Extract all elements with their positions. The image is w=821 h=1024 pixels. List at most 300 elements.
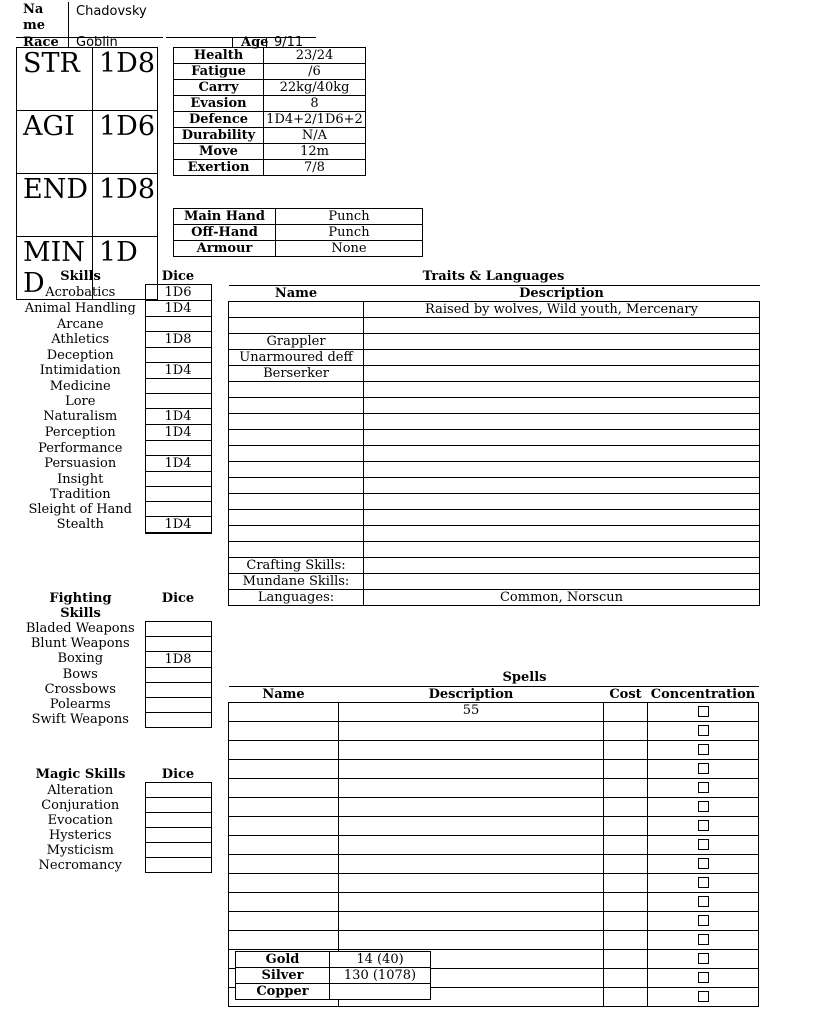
trait-row <box>229 558 760 574</box>
skill-name: Acrobatics <box>45 284 116 300</box>
trait-description[interactable] <box>364 510 760 526</box>
trait-row <box>229 526 760 542</box>
skill-dice[interactable] <box>145 621 211 636</box>
vital-label: Carry <box>174 80 264 96</box>
concentration-checkbox[interactable] <box>698 744 709 755</box>
concentration-checkbox[interactable] <box>698 972 709 983</box>
concentration-checkbox[interactable] <box>698 877 709 888</box>
skill-dice[interactable] <box>145 394 211 409</box>
skill-row <box>16 456 211 472</box>
spell-cost[interactable] <box>604 760 648 779</box>
trait-name[interactable]: Grappler <box>229 334 364 350</box>
trait-name[interactable] <box>229 382 364 398</box>
spell-concentration <box>648 874 759 893</box>
skill-row <box>16 843 211 858</box>
spell-cost[interactable] <box>604 931 648 950</box>
concentration-checkbox[interactable] <box>698 839 709 850</box>
skill-dice[interactable]: 1D4 <box>145 363 211 379</box>
vitals-row <box>174 128 366 144</box>
spell-name[interactable] <box>229 855 339 874</box>
trait-description[interactable] <box>364 334 760 350</box>
spell-desc[interactable] <box>339 798 604 817</box>
skill-name: Blunt Weapons <box>30 636 130 651</box>
skill-dice[interactable] <box>145 798 211 813</box>
spell-desc[interactable] <box>339 779 604 798</box>
trait-name[interactable]: Languages: <box>229 590 364 606</box>
trait-row <box>229 462 760 478</box>
vitals-row <box>174 48 366 64</box>
spell-cost[interactable] <box>604 893 648 912</box>
spells-name-header: Name <box>229 687 339 703</box>
spell-name[interactable] <box>229 703 339 722</box>
spell-desc[interactable] <box>339 931 604 950</box>
vital-label: Fatigue <box>174 64 264 80</box>
trait-description[interactable]: Common, Norscun <box>364 590 760 606</box>
trait-name[interactable] <box>229 430 364 446</box>
spell-cost[interactable] <box>604 741 648 760</box>
skill-dice[interactable]: 1D4 <box>145 456 211 472</box>
skill-dice[interactable] <box>145 783 211 798</box>
spell-concentration <box>648 798 759 817</box>
spell-concentration <box>648 950 759 969</box>
trait-name[interactable] <box>229 526 364 542</box>
skill-dice[interactable] <box>145 472 211 487</box>
skill-name: Insight <box>57 471 104 487</box>
skill-dice[interactable] <box>145 317 211 332</box>
spell-name[interactable] <box>229 817 339 836</box>
spell-row <box>229 836 759 855</box>
trait-row <box>229 318 760 334</box>
trait-description[interactable] <box>364 366 760 382</box>
skill-name: Polearms <box>49 697 111 712</box>
skill-row <box>16 813 211 828</box>
name-label: Name <box>23 2 46 33</box>
trait-row <box>229 430 760 446</box>
spell-name[interactable] <box>229 779 339 798</box>
equipment-item[interactable]: Punch <box>276 225 423 241</box>
vital-label: Move <box>174 144 264 160</box>
vital-label: Health <box>174 48 264 64</box>
trait-name[interactable] <box>229 494 364 510</box>
race-value[interactable]: Goblin <box>76 35 118 50</box>
concentration-checkbox[interactable] <box>698 820 709 831</box>
spell-concentration <box>648 988 759 1007</box>
spell-desc[interactable] <box>339 893 604 912</box>
vital-value[interactable]: 7/8 <box>264 160 366 176</box>
race-label: Race <box>23 35 59 50</box>
vitals-row <box>174 80 366 96</box>
skill-name: Tradition <box>49 486 111 502</box>
attr-end-value[interactable]: 1D8 <box>93 174 158 237</box>
spell-cost[interactable] <box>604 722 648 741</box>
spell-name[interactable] <box>229 893 339 912</box>
trait-row <box>229 494 760 510</box>
spell-name[interactable] <box>229 836 339 855</box>
vital-value[interactable]: /6 <box>264 64 366 80</box>
skill-dice[interactable] <box>145 667 211 682</box>
spell-concentration <box>648 817 759 836</box>
skill-row <box>16 425 211 441</box>
skill-dice[interactable]: 1D8 <box>145 651 211 667</box>
attr-str-value[interactable]: 1D8 <box>93 48 158 111</box>
skill-dice[interactable] <box>145 697 211 712</box>
skill-name: Evocation <box>47 812 113 828</box>
spell-row <box>229 722 759 741</box>
concentration-checkbox[interactable] <box>698 706 709 717</box>
trait-name[interactable] <box>229 414 364 430</box>
skill-name: Sleight of Hand <box>28 501 133 517</box>
skill-row <box>16 409 211 425</box>
trait-description[interactable] <box>364 574 760 590</box>
skill-name: Necromancy <box>38 857 122 873</box>
spells-title: Spells <box>502 670 547 685</box>
spell-row <box>229 855 759 874</box>
skill-name: Swift Weapons <box>31 712 129 727</box>
trait-row <box>229 510 760 526</box>
skill-dice[interactable] <box>145 441 211 456</box>
spell-desc[interactable] <box>339 817 604 836</box>
trait-description[interactable] <box>364 398 760 414</box>
equipment-slot-label: Main Hand <box>174 209 276 225</box>
trait-description[interactable] <box>364 478 760 494</box>
magic-skills-table <box>16 767 212 873</box>
spell-concentration <box>648 912 759 931</box>
spell-cost[interactable] <box>604 817 648 836</box>
skill-row <box>16 697 211 712</box>
currency-amount[interactable] <box>330 984 431 1000</box>
trait-name[interactable] <box>229 478 364 494</box>
attr-agi-value[interactable]: 1D6 <box>93 111 158 174</box>
vital-value[interactable]: 8 <box>264 96 366 112</box>
spell-name[interactable] <box>229 760 339 779</box>
skill-name: Arcane <box>56 316 104 332</box>
concentration-checkbox[interactable] <box>698 915 709 926</box>
skill-row <box>16 517 211 533</box>
trait-row <box>229 350 760 366</box>
skill-row <box>16 828 211 843</box>
trait-description[interactable] <box>364 414 760 430</box>
currency-label: Silver <box>236 968 330 984</box>
spell-cost[interactable] <box>604 950 648 969</box>
trait-description[interactable] <box>364 446 760 462</box>
equipment-table <box>173 208 423 257</box>
spell-cost[interactable] <box>604 779 648 798</box>
trait-row <box>229 574 760 590</box>
skill-row <box>16 348 211 363</box>
equipment-row <box>174 241 423 257</box>
fighting-skills-header: Fighting Skills <box>49 591 112 621</box>
spell-desc[interactable] <box>339 722 604 741</box>
spell-cost[interactable] <box>604 988 648 1007</box>
concentration-checkbox[interactable] <box>698 934 709 945</box>
spell-desc[interactable] <box>339 836 604 855</box>
trait-name[interactable] <box>229 542 364 558</box>
trait-name[interactable]: Unarmoured deff <box>229 350 364 366</box>
fighting-dice-header: Dice <box>161 591 195 606</box>
skill-dice[interactable] <box>145 533 211 534</box>
attr-end-label: END <box>17 174 93 237</box>
skill-dice[interactable]: 1D4 <box>145 517 211 533</box>
spell-row <box>229 912 759 931</box>
concentration-checkbox[interactable] <box>698 782 709 793</box>
trait-name[interactable] <box>229 510 364 526</box>
concentration-checkbox[interactable] <box>698 763 709 774</box>
spell-cost[interactable] <box>604 855 648 874</box>
concentration-checkbox[interactable] <box>698 725 709 736</box>
equipment-item[interactable]: Punch <box>276 209 423 225</box>
skill-name: Intimidation <box>39 362 121 378</box>
vitals-row <box>174 96 366 112</box>
skill-name: Athletics <box>51 331 110 347</box>
spell-desc[interactable] <box>339 855 604 874</box>
skill-dice[interactable] <box>145 487 211 502</box>
currency-row <box>236 968 431 984</box>
spell-row <box>229 703 759 722</box>
traits-title: Traits & Languages <box>422 269 565 284</box>
skill-row <box>16 317 211 332</box>
spell-row <box>229 817 759 836</box>
equipment-item[interactable]: None <box>276 241 423 257</box>
spell-concentration <box>648 893 759 912</box>
spell-row <box>229 931 759 950</box>
skill-row <box>16 502 211 517</box>
spell-row <box>229 779 759 798</box>
spell-name[interactable] <box>229 741 339 760</box>
vital-value[interactable]: 1D4+2/1D6+2 <box>264 112 366 128</box>
skill-name: Stealth <box>56 516 104 532</box>
concentration-checkbox[interactable] <box>698 953 709 964</box>
skill-name: Lore <box>65 393 96 409</box>
skill-dice[interactable] <box>145 858 211 873</box>
concentration-checkbox[interactable] <box>698 858 709 869</box>
currency-row <box>236 984 431 1000</box>
vital-label: Exertion <box>174 160 264 176</box>
skill-row <box>16 533 211 534</box>
vitals-table <box>173 47 366 204</box>
spell-name[interactable] <box>229 798 339 817</box>
vitals-row <box>174 112 366 128</box>
skill-name: Naturalism <box>43 408 118 424</box>
currency-label: Copper <box>236 984 330 1000</box>
skill-dice[interactable] <box>145 843 211 858</box>
skill-row <box>16 651 211 667</box>
skill-dice[interactable] <box>145 682 211 697</box>
trait-description[interactable] <box>364 430 760 446</box>
currency-amount[interactable]: 14 (40) <box>330 952 431 968</box>
spell-concentration <box>648 722 759 741</box>
skill-dice[interactable]: 1D6 <box>145 285 211 301</box>
skill-name: Bows <box>62 667 98 682</box>
skill-name: Perception <box>44 424 116 440</box>
currency-label: Gold <box>236 952 330 968</box>
spell-desc[interactable] <box>339 874 604 893</box>
skill-dice[interactable]: 1D8 <box>145 332 211 348</box>
traits-desc-header: Description <box>364 286 760 302</box>
skill-row <box>16 621 211 636</box>
skill-name: Performance <box>38 440 123 456</box>
equipment-slot-label: Armour <box>174 241 276 257</box>
skill-row <box>16 682 211 697</box>
equipment-row <box>174 209 423 225</box>
spell-cost[interactable] <box>604 703 648 722</box>
spell-concentration <box>648 779 759 798</box>
spell-desc[interactable]: 55 <box>339 703 604 722</box>
skill-dice[interactable] <box>145 379 211 394</box>
skill-dice[interactable] <box>145 813 211 828</box>
vital-value[interactable]: 12m <box>264 144 366 160</box>
skill-row <box>16 487 211 502</box>
skill-row <box>16 667 211 682</box>
trait-description[interactable] <box>364 494 760 510</box>
skill-name: Alteration <box>47 782 114 798</box>
spell-concentration <box>648 703 759 722</box>
skill-row <box>16 472 211 487</box>
spell-cost[interactable] <box>604 874 648 893</box>
skill-row <box>16 798 211 813</box>
spell-desc[interactable] <box>339 912 604 931</box>
trait-name[interactable] <box>229 318 364 334</box>
vital-label: Evasion <box>174 96 264 112</box>
skill-dice[interactable] <box>145 828 211 843</box>
spell-desc[interactable] <box>339 741 604 760</box>
skill-row <box>16 394 211 409</box>
spell-cost[interactable] <box>604 798 648 817</box>
skill-dice[interactable] <box>145 636 211 651</box>
spells-desc-header: Description <box>339 687 604 703</box>
trait-description[interactable] <box>364 462 760 478</box>
spells-cost-header: Cost <box>604 687 648 703</box>
character-header <box>16 2 316 50</box>
trait-row <box>229 446 760 462</box>
spell-row <box>229 741 759 760</box>
spell-row <box>229 798 759 817</box>
trait-description[interactable] <box>364 382 760 398</box>
spell-name[interactable] <box>229 722 339 741</box>
concentration-checkbox[interactable] <box>698 991 709 1002</box>
age-label: Age <box>241 35 269 50</box>
skill-name: Deception <box>46 347 114 363</box>
vitals-row <box>174 64 366 80</box>
vital-label: Defence <box>174 112 264 128</box>
trait-name[interactable]: Crafting Skills: <box>229 558 364 574</box>
skill-name: Animal Handling <box>24 300 136 316</box>
concentration-checkbox[interactable] <box>698 801 709 812</box>
spell-cost[interactable] <box>604 836 648 855</box>
traits-table <box>228 269 760 606</box>
vital-value[interactable]: N/A <box>264 128 366 144</box>
spells-concentration-header: Concentration <box>648 687 759 703</box>
skill-row <box>16 636 211 651</box>
spell-concentration <box>648 931 759 950</box>
skill-row <box>16 441 211 456</box>
trait-description[interactable] <box>364 542 760 558</box>
skills-header: Skills <box>60 269 101 284</box>
vital-value[interactable]: 23/24 <box>264 48 366 64</box>
trait-name[interactable] <box>229 462 364 478</box>
spell-cost[interactable] <box>604 969 648 988</box>
skill-dice[interactable] <box>145 502 211 517</box>
trait-name[interactable] <box>229 398 364 414</box>
attr-str-label: STR <box>17 48 93 111</box>
currency-row <box>236 952 431 968</box>
traits-name-header: Name <box>229 286 364 302</box>
attr-mind-value[interactable]: 1D <box>93 237 158 300</box>
vital-value[interactable]: 22kg/40kg <box>264 80 366 96</box>
trait-row <box>229 366 760 382</box>
spell-concentration <box>648 741 759 760</box>
skill-row <box>16 379 211 394</box>
skill-row <box>16 712 211 727</box>
attr-mind-label: MIND <box>17 237 93 300</box>
spell-concentration <box>648 836 759 855</box>
spell-name[interactable] <box>229 931 339 950</box>
spell-name[interactable] <box>229 874 339 893</box>
spell-name[interactable] <box>229 912 339 931</box>
skill-dice[interactable]: 1D4 <box>145 301 211 317</box>
spell-row <box>229 874 759 893</box>
trait-description[interactable]: Raised by wolves, Wild youth, Mercenary <box>364 302 760 318</box>
skill-name: Conjuration <box>41 797 120 813</box>
trait-row <box>229 478 760 494</box>
vitals-row <box>174 144 366 160</box>
trait-description[interactable] <box>364 350 760 366</box>
currency-amount[interactable]: 130 (1078) <box>330 968 431 984</box>
trait-description[interactable] <box>364 526 760 542</box>
spell-concentration <box>648 969 759 988</box>
equipment-row <box>174 225 423 241</box>
spell-row <box>229 893 759 912</box>
trait-name[interactable]: Mundane Skills: <box>229 574 364 590</box>
skill-name: Crossbows <box>44 682 116 697</box>
concentration-checkbox[interactable] <box>698 896 709 907</box>
trait-row <box>229 414 760 430</box>
skill-row <box>16 285 211 301</box>
skill-name <box>16 533 145 534</box>
equipment-slot-label: Off-Hand <box>174 225 276 241</box>
trait-description[interactable] <box>364 318 760 334</box>
vitals-row <box>174 160 366 176</box>
skill-dice[interactable]: 1D4 <box>145 409 211 425</box>
trait-description[interactable] <box>364 558 760 574</box>
skill-dice[interactable]: 1D4 <box>145 425 211 441</box>
skill-name: Hysterics <box>48 827 112 843</box>
skill-row <box>16 332 211 348</box>
spell-cost[interactable] <box>604 912 648 931</box>
age-value[interactable]: 9/11 <box>274 35 304 50</box>
trait-row <box>229 334 760 350</box>
trait-row <box>229 398 760 414</box>
vital-label: Durability <box>174 128 264 144</box>
skill-dice[interactable] <box>145 348 211 363</box>
trait-name[interactable] <box>229 446 364 462</box>
skill-row <box>16 858 211 873</box>
skill-name: Bladed Weapons <box>25 621 135 636</box>
skill-row <box>16 783 211 798</box>
skill-name: Boxing <box>57 651 104 666</box>
skills-table <box>16 269 212 534</box>
skills-dice-header: Dice <box>161 269 195 284</box>
trait-name[interactable]: Berserker <box>229 366 364 382</box>
skill-dice[interactable] <box>145 712 211 727</box>
trait-name[interactable] <box>229 302 364 318</box>
trait-row <box>229 590 760 606</box>
name-value[interactable]: Chadovsky <box>76 4 147 19</box>
skill-name: Mysticism <box>46 842 114 858</box>
attr-agi-label: AGI <box>17 111 93 174</box>
spell-desc[interactable] <box>339 760 604 779</box>
fighting-skills-table <box>16 591 212 728</box>
currency-table <box>235 951 431 1000</box>
